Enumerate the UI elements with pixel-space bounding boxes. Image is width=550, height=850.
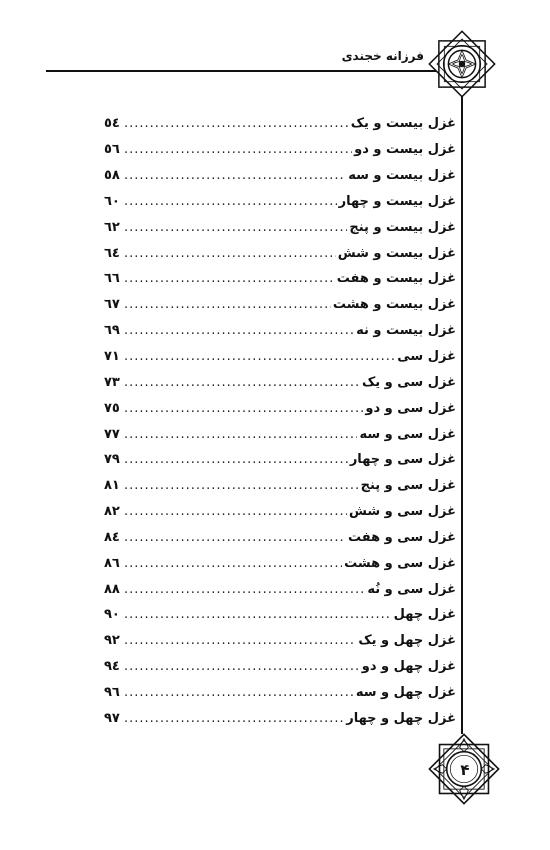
toc-entry-title: غزل سی و پنج xyxy=(360,478,456,494)
toc-entry xyxy=(104,189,456,215)
toc-dot-leader xyxy=(124,427,357,442)
toc-entry xyxy=(104,525,456,551)
toc-entry xyxy=(104,447,456,473)
toc-entry-title: غزل چهل و یک xyxy=(358,633,456,649)
toc-entry xyxy=(104,240,456,266)
toc-entry-page: ٩٦ xyxy=(104,684,120,700)
toc-dot-leader xyxy=(124,452,348,467)
toc-entry-page: ٨٢ xyxy=(104,504,120,520)
toc-entry-title: غزل بیست و شش xyxy=(337,245,456,261)
toc-entry-page: ٧١ xyxy=(104,349,120,365)
toc-dot-leader xyxy=(124,633,356,648)
toc-dot-leader xyxy=(124,142,352,157)
toc-entry-title: غزل سی و دو xyxy=(365,400,456,416)
toc-entry-page: ٦٧ xyxy=(104,297,120,313)
toc-entry-page: ٥٨ xyxy=(104,168,120,184)
toc-entry xyxy=(104,680,456,706)
toc-dot-leader xyxy=(124,220,347,235)
toc-entry-title: غزل سی و سه xyxy=(359,426,456,442)
toc-entry-page: ٧٧ xyxy=(104,426,120,442)
toc-dot-leader xyxy=(124,168,346,183)
toc-entry-title: غزل سی و هفت xyxy=(348,529,456,545)
toc-entry-page: ٦٢ xyxy=(104,219,120,235)
toc-entry xyxy=(104,602,456,628)
toc-entry xyxy=(104,421,456,447)
toc-entry-page: ٩٢ xyxy=(104,633,120,649)
toc-entry-title: غزل چهل xyxy=(393,607,456,623)
toc-entry-page: ٩٤ xyxy=(104,659,120,675)
toc-entry-title: غزل بیست و هفت xyxy=(336,271,456,287)
toc-entry-title: غزل بیست و پنج xyxy=(349,219,456,235)
toc-entry xyxy=(104,318,456,344)
toc-entry-title: غزل بیست و دو xyxy=(354,142,456,158)
toc-dot-leader xyxy=(124,556,342,571)
toc-entry xyxy=(104,292,456,318)
toc-entry-page: ٨١ xyxy=(104,478,120,494)
toc-dot-leader xyxy=(124,116,349,131)
toc-entry-title: غزل سی و هشت xyxy=(344,555,456,571)
toc-entry-page: ٩٧ xyxy=(104,710,120,726)
toc-dot-leader xyxy=(124,246,336,261)
toc-entry-title: غزل بیست و نه xyxy=(356,323,456,339)
toc-entry-title: غزل سی و چهار xyxy=(349,452,456,468)
toc-entry-title: غزل چهل و چهار xyxy=(346,710,456,726)
toc-entry-title: غزل بیست و چهار xyxy=(338,193,456,209)
toc-entry xyxy=(104,214,456,240)
toc-entry-page: ٦٦ xyxy=(104,271,120,287)
toc-entry xyxy=(104,550,456,576)
header-divider xyxy=(46,70,436,72)
toc-entry-page: ٧٩ xyxy=(104,452,120,468)
toc-entry-page: ٦٩ xyxy=(104,323,120,339)
toc-entry-page: ٧٣ xyxy=(104,374,120,390)
toc-entry xyxy=(104,111,456,137)
toc-entry-page: ٦٠ xyxy=(104,193,120,209)
toc-entry xyxy=(104,473,456,499)
toc-entry-page: ٨٨ xyxy=(104,581,120,597)
toc-dot-leader xyxy=(124,297,331,312)
toc-entry-page: ٩٠ xyxy=(104,607,120,623)
toc-entry xyxy=(104,266,456,292)
toc-entry-page: ٧٥ xyxy=(104,400,120,416)
toc-entry-page: ٨٤ xyxy=(104,529,120,545)
toc-dot-leader xyxy=(124,659,360,674)
table-of-contents xyxy=(104,111,456,731)
page-number: ۴ xyxy=(460,761,470,779)
toc-dot-leader xyxy=(124,711,344,726)
toc-entry-title: غزل بیست و هشت xyxy=(332,297,456,313)
toc-entry xyxy=(104,369,456,395)
toc-entry-title: غزل بیست و یک xyxy=(350,116,456,132)
toc-dot-leader xyxy=(124,504,347,519)
toc-entry-title: غزل سی و شش xyxy=(348,504,456,520)
toc-entry-title: غزل چهل و دو xyxy=(361,659,456,675)
toc-entry-title: غزل چهل و سه xyxy=(355,684,456,700)
toc-dot-leader xyxy=(124,530,346,545)
header-title: فرزانه خجندی xyxy=(341,49,424,63)
toc-entry xyxy=(104,163,456,189)
toc-entry xyxy=(104,576,456,602)
toc-entry xyxy=(104,628,456,654)
toc-dot-leader xyxy=(124,323,354,338)
ornament-top-icon xyxy=(428,30,496,98)
toc-entry-title: غزل بیست و سه xyxy=(348,168,456,184)
toc-dot-leader xyxy=(124,349,395,364)
toc-dot-leader xyxy=(124,685,354,700)
toc-dot-leader xyxy=(124,582,365,597)
toc-entry xyxy=(104,499,456,525)
toc-entry xyxy=(104,395,456,421)
toc-entry-page: ٥٤ xyxy=(104,116,120,132)
toc-entry xyxy=(104,705,456,731)
toc-entry-page: ٨٦ xyxy=(104,555,120,571)
toc-entry xyxy=(104,344,456,370)
toc-dot-leader xyxy=(124,375,360,390)
toc-dot-leader xyxy=(124,271,335,286)
margin-rule xyxy=(461,96,463,734)
toc-entry-title: غزل سی و نُه xyxy=(367,581,456,597)
toc-dot-leader xyxy=(124,194,337,209)
toc-entry-title: غزل سی و یک xyxy=(361,374,456,390)
toc-dot-leader xyxy=(124,607,392,622)
toc-entry xyxy=(104,654,456,680)
toc-entry-page: ٦٤ xyxy=(104,245,120,261)
toc-entry-page: ٥٦ xyxy=(104,142,120,158)
toc-entry-title: غزل سی xyxy=(397,349,456,365)
toc-entry xyxy=(104,137,456,163)
toc-dot-leader xyxy=(124,401,363,416)
toc-dot-leader xyxy=(124,478,359,493)
